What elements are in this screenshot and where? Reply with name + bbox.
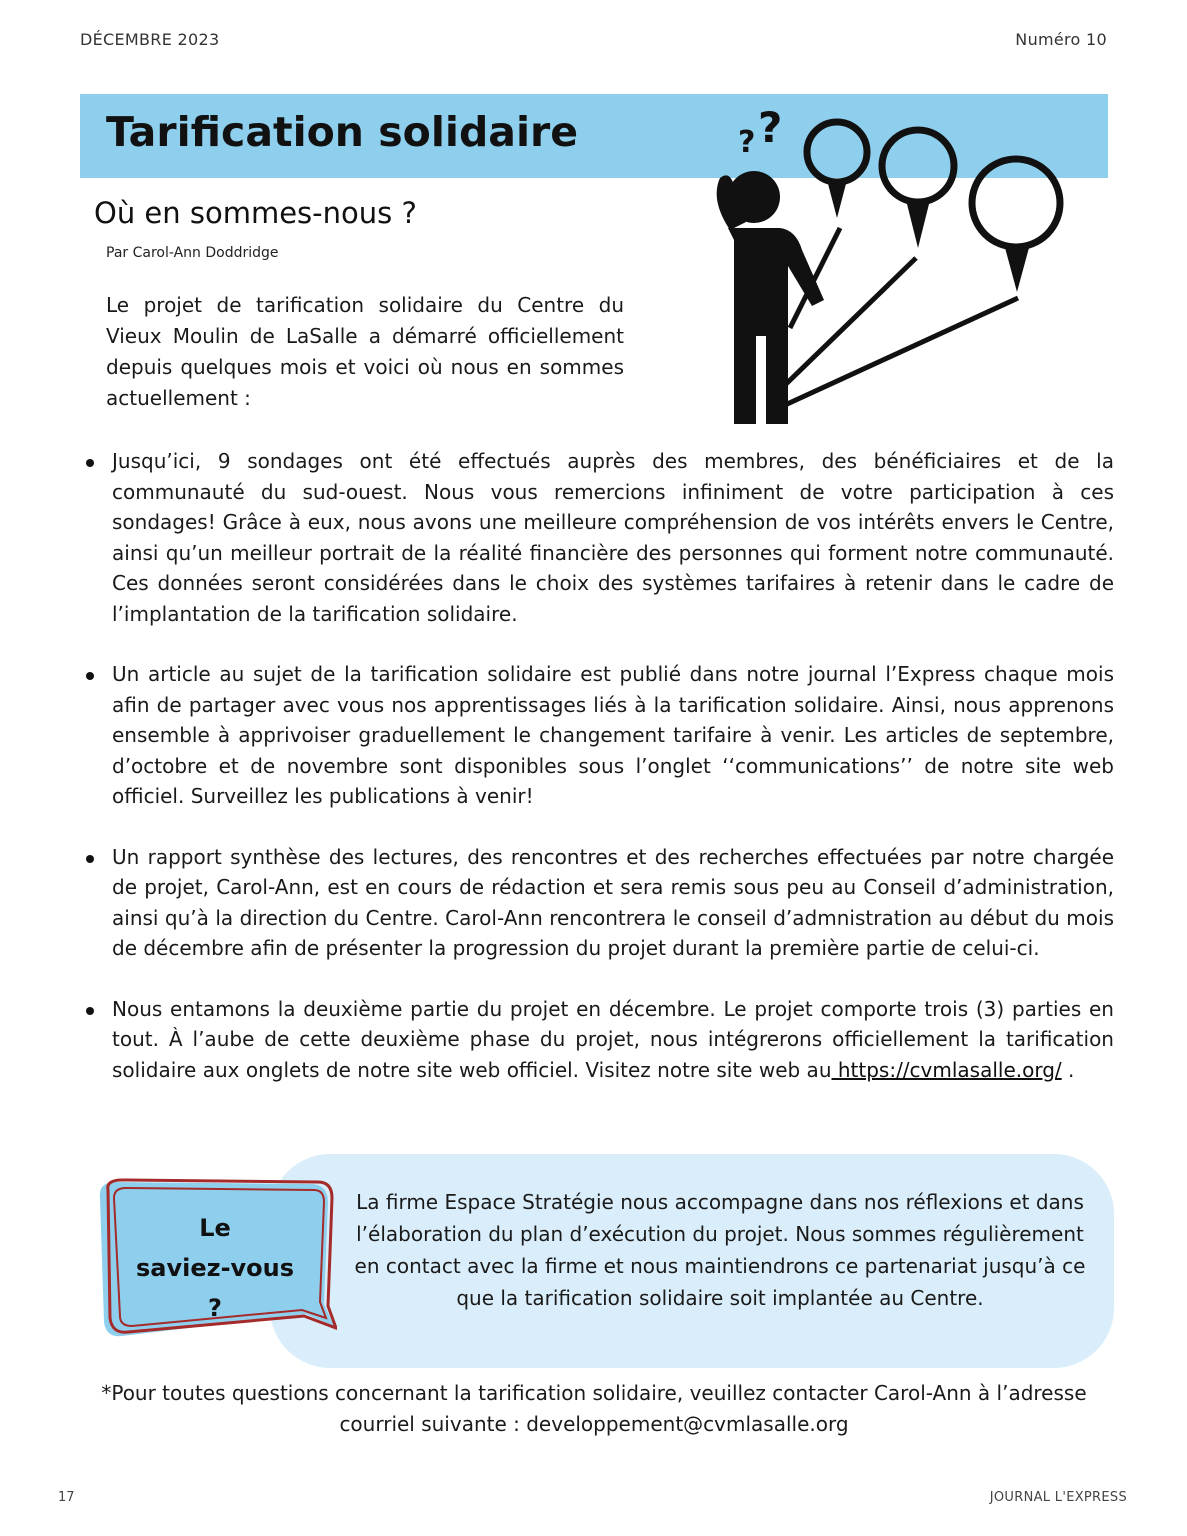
website-link[interactable]: https://cvmlasalle.org/ <box>831 1057 1062 1082</box>
article-byline: Par Carol-Ann Doddridge <box>106 245 279 261</box>
issue-date: DÉCEMBRE 2023 <box>80 30 220 49</box>
list-item: Un rapport synthèse des lectures, des rencontres et des recherches effectuées par notre chargée de projet, Carol-Ann, est en cours de rédaction et sera remis sous peu au Conseil d’administration, ainsi qu’à la direction du Centre. Carol-Ann rencontrera le conseil d’admnistration au début du mois de décembre afin de présenter la progression du projet durant la première partie de celui-ci. <box>80 842 1114 964</box>
journal-name: JOURNAL L'EXPRESS <box>989 1490 1127 1505</box>
article-subtitle: Où en sommes-nous ? <box>94 196 417 230</box>
page-title: Tarification solidaire <box>106 108 579 156</box>
list-item: Nous entamons la deuxième partie du projet en décembre. Le projet comporte trois (3) parties en tout. À l’aube de cette deuxième phase du projet, nous intégrerons officiellement la tarification solidaire aux onglets de notre site web officiel. Visitez notre site web au https://cvmlasalle.org/ . <box>80 994 1114 1086</box>
bullet-icon <box>86 855 94 863</box>
issue-number: Numéro 10 <box>1015 30 1107 49</box>
did-you-know-label: Le saviez-vous ? <box>135 1214 295 1322</box>
bullet-icon <box>86 459 94 467</box>
contact-note: *Pour toutes questions concernant la tarification solidaire, veuillez contacter Carol-Ann à l’adresse courriel suivante : developpement@cvmlasalle.org <box>101 1381 1087 1436</box>
bullet-icon <box>86 672 94 680</box>
confused-person-icon <box>690 100 1090 440</box>
did-you-know-text: La firme Espace Stratégie nous accompagne dans nos réflexions et dans l’élaboration du plan d’exécution du projet. Nous sommes régulièrement en contact avec la firme et nous maintiendrons ce partenariat jusqu’à ce que la tarification solidaire soit implantée au Centre. <box>354 1190 1086 1310</box>
svg-text:?: ? <box>758 103 783 152</box>
progress-list <box>80 446 1114 1115</box>
svg-text:?: ? <box>738 125 756 160</box>
list-item: Un article au sujet de la tarification solidaire est publié dans notre journal l’Express chaque mois afin de partager avec vous nos apprentissages liés à la tarification solidaire. Ainsi, nous apprenons ensemble à apprivoiser graduellement le changement tarifaire à venir. Les articles de septembre, d’octobre et de novembre sont disponibles sous l’onglet ‘‘communications’’ de notre site web officiel. Surveillez les publications à venir! <box>80 659 1114 812</box>
article-intro: Le projet de tarification solidaire du Centre du Vieux Moulin de LaSalle a démarré officiellement depuis quelques mois et voici où nous en sommes actuellement : <box>106 293 624 410</box>
page-number: 17 <box>58 1490 75 1505</box>
bullet-icon <box>86 1007 94 1015</box>
list-item: Jusqu’ici, 9 sondages ont été effectués auprès des membres, des bénéficiaires et de la communauté du sud-ouest. Nous vous remercions infiniment de votre participation à ces sondages! Grâce à eux, nous avons une meilleure compréhension de vos intérêts envers le Centre, ainsi qu’un meilleur portrait de la réalité financière des personnes qui forment notre communauté. Ces données seront considérées dans le choix des systèmes tarifaires à retenir dans le cadre de l’implantation de la tarification solidaire. <box>80 446 1114 629</box>
